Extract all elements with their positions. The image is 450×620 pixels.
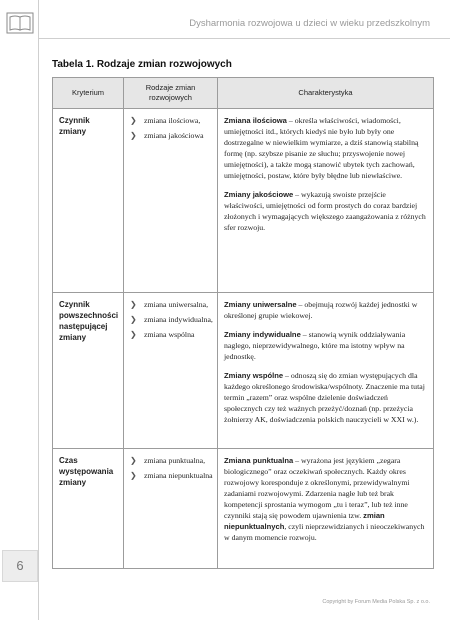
column-header-types: Rodzaje zmian rozwojowych [124,78,218,109]
list-item: ❯ zmiana indywidualna, [130,315,213,324]
table-header-row [53,78,434,109]
term: Zmiana ilościowa [224,116,287,125]
chevron-right-icon: ❯ [130,330,137,339]
criterion-cell: Czynnik zmiany [53,109,124,293]
list-item: ❯ zmiana wspólna [130,330,195,339]
description-cell [218,449,434,569]
page-number: 6 [16,558,24,573]
list-item: ❯ zmiana jakościowa [130,131,204,140]
term: Zmiany uniwersalne [224,300,297,309]
copyright-footer: Copyright by Forum Media Polska Sp. z o.o. [322,599,430,605]
running-header: Dysharmonia rozwojowa u dzieci w wieku przedszkolnym [189,18,430,29]
list-item: ❯ zmiana punktualna, [130,456,206,465]
development-changes-table [52,77,434,569]
term: zmian niepunktualnych [224,511,385,531]
description-paragraph: Zmiany indywidualne – stanowią wynik oddziaływania naglego, nieprzewidywalnego, które ma istotny wpływ na jednostkę. [224,330,406,361]
list-item: ❯ zmiana ilościowa, [130,116,201,125]
table-row [53,293,434,449]
term: Zmiana punktualna [224,456,294,465]
description-paragraph: Zmiana punktualna – wyrażona jest językiem „zegara biologicznego” oraz oczekiwań społecznych. Każdy okres rozwojowy koresponduje z określonymi, przewidywalnymi zadaniami rozwojowymi. Zdarzenia nagłe lub też brak kompetencji sprostania wymogom „tu i teraz”, lub też inne czynniki stają się powodem ujawnienia tzw. zmian niepunktualnych, czyli nieprzewidzianych i nieoczekiwanych w danym momencie rozwoju. [224,456,425,542]
chevron-right-icon: ❯ [130,116,137,125]
description-paragraph: Zmiany wspólne – odnoszą się do zmian występujących dla każdego określonego środowiska/wspólnoty. Znaczenie ma tutaj termin „razem” oraz wspólne dzielenie doświadczeń społecznych czy też ważnych przeżyć/doznań (np. przeżycia żołnierzy AK, doświadczenia polskich nauczycieli w XXI w.). [224,371,425,424]
term: Zmiany jakościowe [224,190,294,199]
criterion-cell: Czas występowania zmiany [53,449,124,569]
page-number-box [2,550,38,582]
chevron-right-icon: ❯ [130,471,137,480]
chevron-right-icon: ❯ [130,315,137,324]
left-margin-rule [38,0,39,620]
description-paragraph: Zmiany jakościowe – wykazują swoiste przejście właściwości, umiejętności od form prostych do coraz bardziej złożonych i wymagających większego zaangażowania z różnych sfer rozwoju. [224,190,426,232]
types-cell [124,293,218,449]
description-cell [218,109,434,293]
description-cell [218,293,434,449]
table-row [53,109,434,293]
description-paragraph: Zmiany uniwersalne – obejmują rozwój każdej jednostki w określonej grupie wiekowej. [224,300,418,320]
header-rule [38,38,450,39]
criterion-cell: Czynnik powszechności następującej zmiany [53,293,124,449]
column-header-criterion: Kryterium [53,78,124,109]
types-cell [124,449,218,569]
column-header-characteristics: Charakterystyka [218,78,434,109]
chevron-right-icon: ❯ [130,456,137,465]
table-caption: Tabela 1. Rodzaje zmian rozwojowych [52,59,232,70]
term: Zmiany indywidualne [224,330,301,339]
description-paragraph: Zmiana ilościowa – określa właściwości, wiadomości, umiejętności itd., których kiedyś nie było lub były one dostrzegalne w niewielkim wymiarze, a dziś stanowią stabilną formę (np. szybsze pisanie ze słuchu; przyswojenie nowej umiejętności), a także mogą stanowić ubytek tych zachowań, umiejętności, postaw, które były błędne lub niewłaściwe. [224,116,419,180]
list-item: ❯ zmiana uniwersalna, [130,300,209,309]
term: Zmiany wspólne [224,371,284,380]
table-row [53,449,434,569]
list-item: ❯ zmiana niepunktualna [130,471,213,480]
chevron-right-icon: ❯ [130,300,137,309]
types-cell [124,109,218,293]
chevron-right-icon: ❯ [130,131,137,140]
open-book-icon [6,12,34,34]
